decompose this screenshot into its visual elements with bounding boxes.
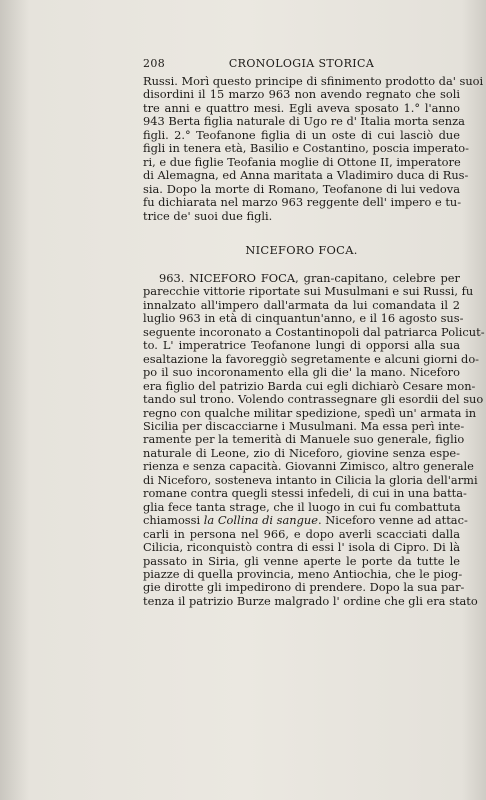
text-line: 963. NICEFORO FOCA, gran-capitano, celebre per [159, 270, 460, 285]
text-line: seguente incoronato a Costantinopoli dal patriarca Policut- [143, 324, 485, 339]
text-line: tando sul trono. Volendo contrassegnare gli esordii del suo [143, 392, 484, 407]
text-line: di Niceforo, sosteneva intanto in Cilicia la gloria dell'armi [143, 472, 478, 487]
text-line: di Alemagna, ed Anna maritata a Vladimiro duca di Rus- [143, 168, 469, 183]
text-line: luglio 963 in età di cinquantun'anno, e il 16 agosto sus- [143, 311, 464, 326]
text-line: innalzato all'impero dall'armata da lui comandata il 2 [143, 297, 460, 312]
text-line: Sicilia per discacciarne i Musulmani. Ma essa perì inte- [143, 418, 465, 433]
text-line: naturale di Leone, zio di Niceforo, giovine senza espe- [143, 445, 460, 460]
text-line: regno con qualche militar spedizione, spedì un' armata in [143, 405, 477, 420]
text-line-with-italic [143, 513, 468, 528]
text-line: esaltazione la favoreggiò segretamente e alcuni giorni do- [143, 351, 480, 366]
text-line: parecchie vittorie riportate sui Musulmani e sui Russi, fu [143, 284, 474, 299]
italic-place-name: la Collina di sangue [203, 513, 318, 528]
page-content [143, 57, 485, 608]
text-line: 943 Berta figlia naturale di Ugo re d' Italia morta senza [143, 114, 465, 129]
text-line: gie dirotte gli impedirono di prendere. Dopo la sua par- [143, 580, 465, 595]
text-line: disordini il 15 marzo 963 non avendo regnato che soli [143, 87, 460, 102]
text-line: ri, e due figlie Teofania moglie di Ottone II, imperatore [143, 154, 461, 169]
paragraph-niceforo [143, 270, 485, 608]
text-line: tre anni e quattro mesi. Egli aveva sposato 1.° l'anno [143, 100, 460, 115]
text-line: to. L' imperatrice Teofanone lungi di opporsi alla sua [143, 338, 460, 353]
text-line: romane contra quegli stessi infedeli, di cui in una batta- [143, 486, 467, 501]
text-line: rienza e senza capacità. Giovanni Zimisco, altro generale [143, 459, 474, 474]
running-title: CRONOLOGIA STORICA [228, 57, 375, 70]
text-line: fu dichiarata nel marzo 963 reggente dell' impero e tu- [143, 195, 462, 210]
text-line: figli in tenera età, Basilio e Costantino, poscia imperato- [143, 141, 469, 156]
text-line: Cilicia, riconquistò contra di essi l' isola di Cipro. Di là [143, 540, 460, 555]
text-line: Russi. Morì questo principe di sfinimento prodotto da' suoi [143, 74, 484, 88]
paragraph-romano-end [143, 74, 484, 223]
text-segment: chiamossi [143, 513, 201, 528]
text-line: ramente per la temerità di Manuele suo generale, figlio [143, 432, 465, 447]
page-number: 208 [143, 57, 166, 70]
text-line: piazze di quella provincia, meno Antiochia, che le piog- [143, 566, 463, 581]
text-line: trice de' suoi due figli. [143, 208, 273, 223]
text-line: glia fece tanta strage, che il luogo in cui fu combattuta [143, 499, 461, 514]
text-line: passato in Siria, gli venne aperte le porte da tutte le [143, 553, 460, 568]
text-segment: . Niceforo venne ad attac- [317, 513, 468, 528]
section-heading: NICEFORO FOCA. [245, 242, 358, 257]
text-line: tenza il patrizio Burze malgrado l' ordine che gli era stato [143, 593, 478, 608]
text-line: carli in persona nel 966, e dopo averli scacciati dalla [143, 526, 460, 541]
running-header [143, 57, 460, 75]
text-line: po il suo incoronamento ella gli die' la mano. Niceforo [143, 365, 460, 380]
text-line: era figlio del patrizio Barda cui egli dichiarò Cesare mon- [143, 378, 476, 393]
text-line: sia. Dopo la morte di Romano, Teofanone di lui vedova [143, 181, 460, 196]
text-line: figli. 2.° Teofanone figlia di un oste di cui lasciò due [143, 127, 460, 142]
